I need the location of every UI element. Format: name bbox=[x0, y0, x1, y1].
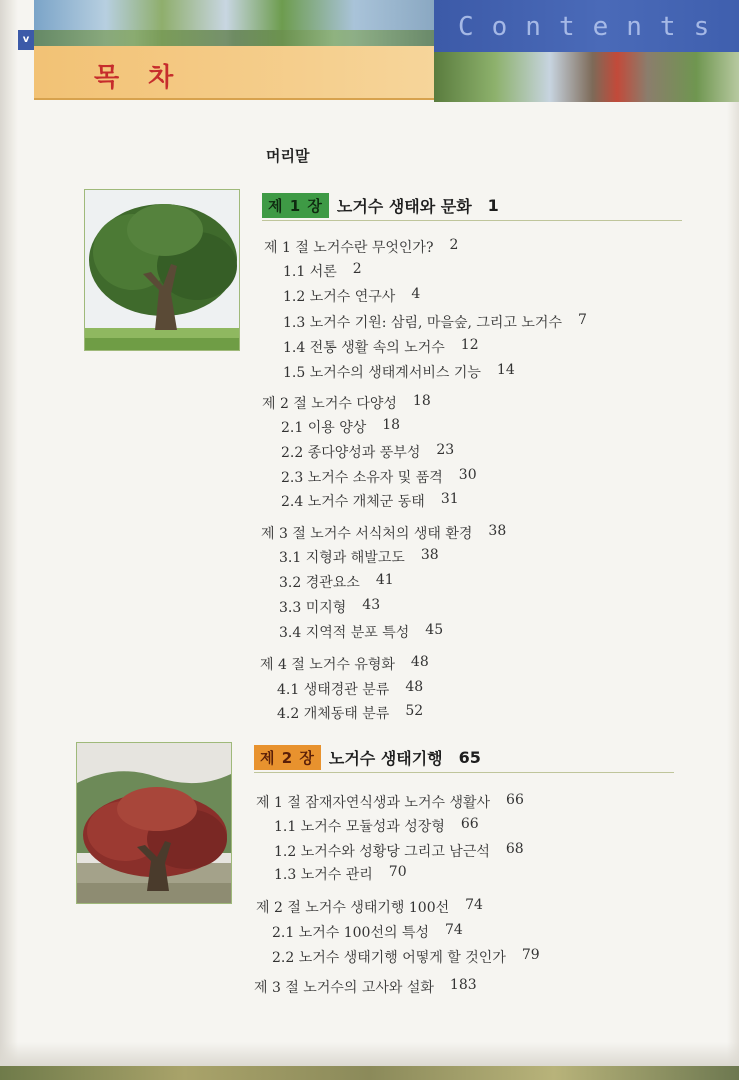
toc-entry[interactable] bbox=[277, 703, 423, 723]
toc-entry-page: 52 bbox=[405, 703, 424, 719]
toc-entry[interactable] bbox=[277, 679, 423, 699]
chapter2-heading[interactable] bbox=[254, 743, 674, 773]
toc-entry-page: 41 bbox=[375, 572, 394, 588]
toc-entry-text: 4.2 개체동태 분류 bbox=[277, 706, 390, 722]
toc-entry-page: 31 bbox=[440, 491, 459, 507]
toc-entry[interactable] bbox=[281, 467, 477, 487]
page-bottom-strip bbox=[0, 1066, 739, 1080]
toc-entry-page: 18 bbox=[382, 417, 401, 433]
village-photo bbox=[434, 52, 739, 102]
toc-entry-text: 1.2 노거수 연구사 bbox=[283, 289, 396, 305]
toc-entry-text: 3.2 경관요소 bbox=[279, 575, 360, 591]
toc-entry-page: 14 bbox=[496, 362, 515, 378]
toc-entry-text: 2.2 노거수 생태기행 어떻게 할 것인가 bbox=[272, 950, 506, 966]
toc-entry-text: 3.3 미지형 bbox=[279, 600, 347, 616]
chapter2-label: 제 2 장 bbox=[254, 745, 321, 770]
toc-entry-page: 7 bbox=[577, 312, 587, 328]
toc-entry-text: 제 1 절 노거수란 무엇인가? bbox=[264, 240, 434, 256]
toc-entry-page: 183 bbox=[449, 977, 477, 993]
toc-entry[interactable] bbox=[283, 261, 362, 281]
toc-entry-text: 제 3 절 노거수 서식처의 생태 환경 bbox=[261, 526, 473, 542]
toc-entry-page: 30 bbox=[458, 467, 477, 483]
toc-entry-page: 66 bbox=[460, 816, 479, 832]
toc-entry-text: 1.3 노거수 관리 bbox=[274, 867, 373, 883]
toc-entry-text: 제 1 절 잠재자연식생과 노거수 생활사 bbox=[256, 795, 491, 811]
page-right-edge bbox=[727, 0, 739, 1080]
toc-entry-page: 2 bbox=[449, 237, 459, 253]
toc-entry[interactable] bbox=[272, 922, 463, 942]
toc-entry-text: 1.1 서론 bbox=[283, 264, 337, 280]
toc-entry-page: 18 bbox=[412, 393, 431, 409]
toc-entry-text: 4.1 생태경관 분류 bbox=[277, 682, 390, 698]
toc-entry-text: 1.5 노거수의 생태계서비스 기능 bbox=[283, 365, 481, 381]
toc-entry-text: 2.1 노거수 100선의 특성 bbox=[272, 925, 430, 941]
page-binding-edge bbox=[0, 0, 18, 1080]
toc-entry[interactable] bbox=[272, 947, 540, 967]
toc-entry[interactable] bbox=[279, 572, 394, 592]
toc-entry-page: 38 bbox=[420, 547, 439, 563]
chapter2-page: 65 bbox=[458, 748, 481, 767]
toc-entry-text: 2.2 종다양성과 풍부성 bbox=[281, 445, 421, 461]
toc-entry[interactable] bbox=[283, 286, 420, 306]
toc-entry-text: 제 2 절 노거수 생태기행 100선 bbox=[256, 900, 450, 916]
toc-entry[interactable] bbox=[279, 597, 380, 617]
toc-entry[interactable] bbox=[261, 523, 506, 543]
toc-entry[interactable] bbox=[281, 491, 459, 511]
toc-entry[interactable] bbox=[260, 654, 429, 674]
toc-entry-page: 45 bbox=[425, 622, 444, 638]
page-title: 목 차 bbox=[94, 63, 184, 93]
chapter1-heading[interactable] bbox=[262, 191, 682, 221]
toc-entry-text: 2.4 노거수 개체군 동태 bbox=[281, 494, 425, 510]
toc-entry[interactable] bbox=[256, 792, 524, 812]
toc-entry[interactable] bbox=[274, 841, 524, 861]
toc-entry-text: 제 3 절 노거수의 고사와 설화 bbox=[254, 980, 434, 996]
toc-entry-page: 43 bbox=[362, 597, 381, 613]
toc-entry[interactable] bbox=[283, 337, 479, 357]
toc-entry-page: 4 bbox=[411, 286, 421, 302]
toc-entry-page: 23 bbox=[436, 442, 455, 458]
toc-entry-page: 38 bbox=[488, 523, 507, 539]
toc-entry-page: 74 bbox=[445, 922, 463, 938]
toc-entry-page: 48 bbox=[410, 654, 429, 670]
chapter2-tree-photo bbox=[76, 742, 232, 904]
toc-entry[interactable] bbox=[254, 977, 477, 997]
toc-entry-page: 48 bbox=[405, 679, 424, 695]
toc-entry-text: 1.3 노거수 기원: 삼림, 마을숲, 그리고 노거수 bbox=[283, 315, 562, 331]
chapter1-page: 1 bbox=[487, 196, 499, 215]
toc-entry[interactable] bbox=[281, 417, 400, 437]
toc-entry-page: 74 bbox=[465, 897, 483, 913]
header bbox=[18, 0, 739, 102]
toc-entry-text: 2.3 노거수 소유자 및 품격 bbox=[281, 470, 443, 486]
chapter1-tree-photo bbox=[84, 189, 240, 351]
toc-entry-text: 1.2 노거수와 성황당 그리고 남근석 bbox=[274, 844, 490, 860]
toc-entry[interactable] bbox=[262, 393, 431, 413]
toc-entry-text: 1.1 노거수 모듈성과 성장형 bbox=[274, 819, 445, 835]
toc-entry[interactable] bbox=[283, 362, 515, 382]
toc-entry[interactable] bbox=[264, 237, 458, 257]
chapter2-title: 노거수 생태기행 bbox=[328, 749, 443, 768]
toc-entry-page: 12 bbox=[460, 337, 479, 353]
toc-entry[interactable] bbox=[274, 864, 407, 884]
toc-entry-text: 제 2 절 노거수 다양성 bbox=[262, 396, 397, 412]
contents-heading: Contents bbox=[458, 12, 728, 42]
page-marker: v bbox=[18, 30, 34, 50]
toc-entry-text: 3.4 지역적 분포 특성 bbox=[279, 625, 410, 641]
toc-entry-page: 66 bbox=[506, 792, 524, 808]
toc-preface[interactable]: 머리말 bbox=[266, 147, 310, 165]
chapter1-title: 노거수 생태와 문화 bbox=[336, 197, 472, 216]
toc-entry[interactable] bbox=[279, 622, 443, 642]
toc-entry[interactable] bbox=[279, 547, 439, 567]
toc-entry-text: 3.1 지형과 해발고도 bbox=[279, 550, 405, 566]
toc-entry[interactable] bbox=[283, 312, 587, 332]
header-photo-strip bbox=[34, 0, 434, 46]
toc-entry-page: 70 bbox=[388, 864, 407, 880]
chapter1-label: 제 1 장 bbox=[262, 193, 329, 218]
toc-entry-text: 1.4 전통 생활 속의 노거수 bbox=[283, 340, 445, 356]
toc-entry-page: 68 bbox=[505, 841, 524, 857]
toc-entry-page: 2 bbox=[352, 261, 362, 277]
page-bottom-shadow bbox=[0, 1042, 739, 1066]
toc-entry[interactable] bbox=[256, 897, 483, 917]
toc-entry-text: 2.1 이용 양상 bbox=[281, 420, 367, 436]
toc-entry-page: 79 bbox=[521, 947, 540, 963]
toc-entry[interactable] bbox=[281, 442, 454, 462]
toc-entry-text: 제 4 절 노거수 유형화 bbox=[260, 657, 395, 673]
toc-entry[interactable] bbox=[274, 816, 479, 836]
